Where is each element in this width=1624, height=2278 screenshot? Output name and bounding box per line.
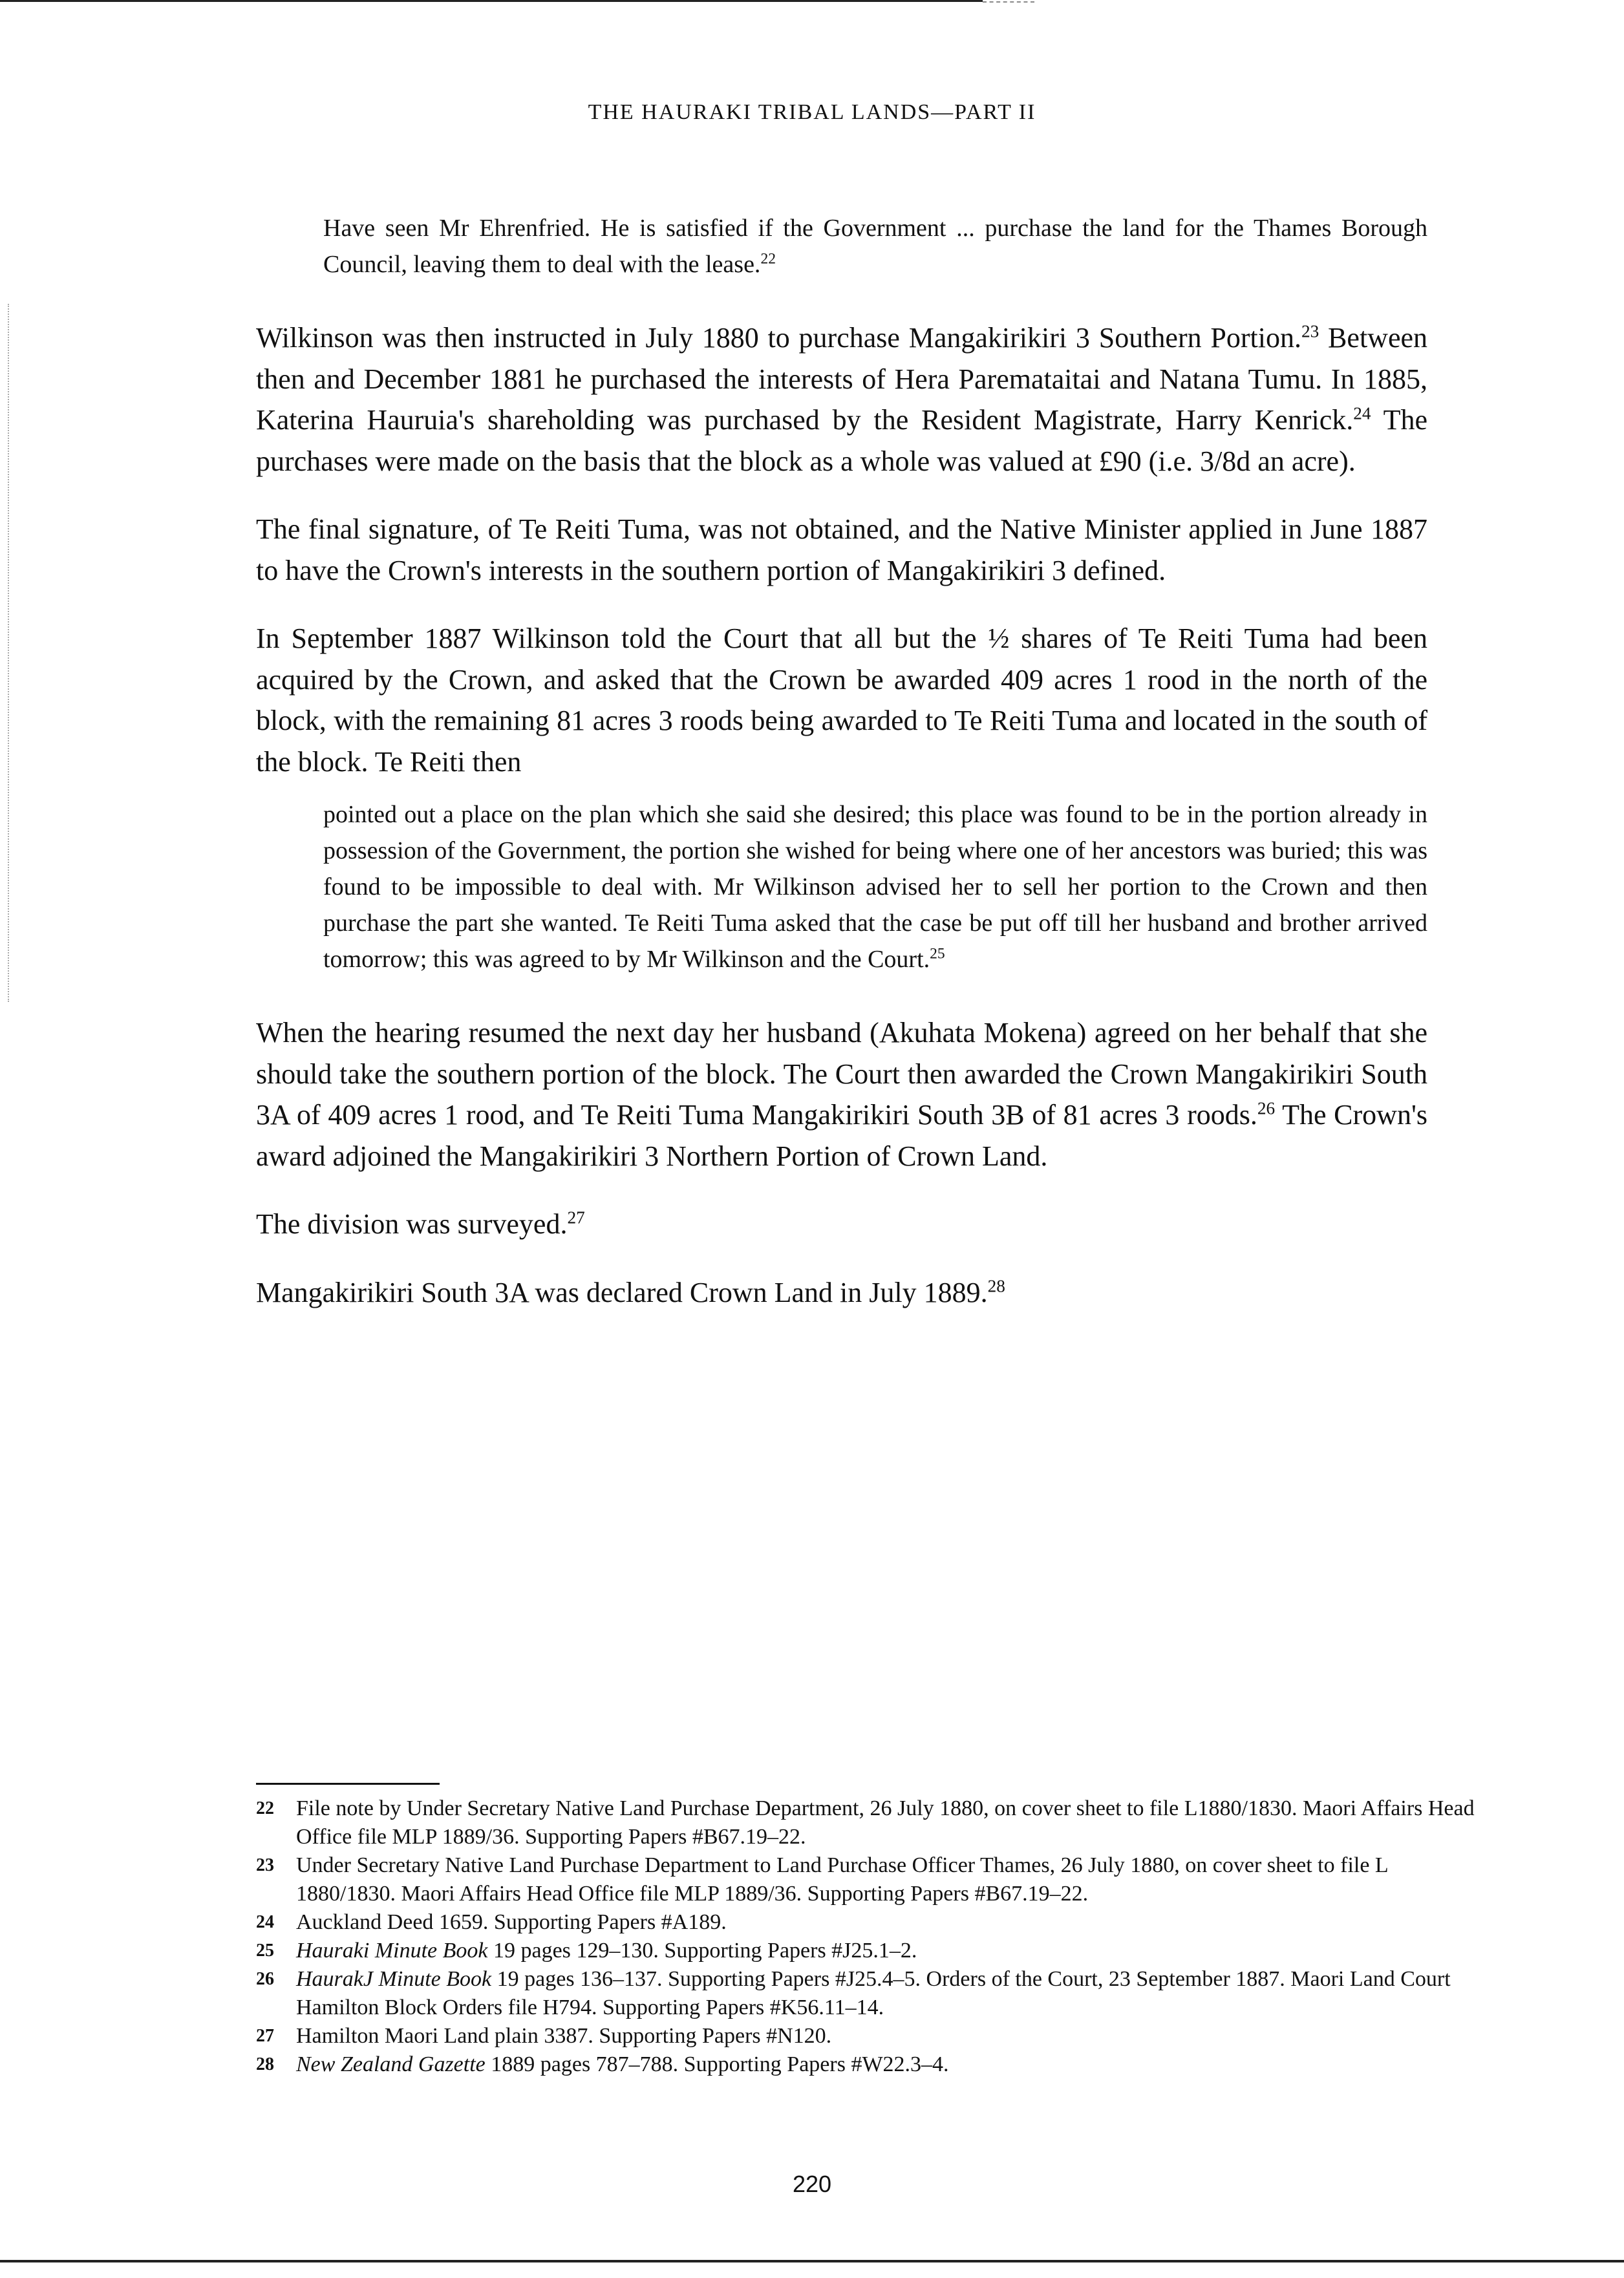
paragraph-crown-land	[256, 1272, 1427, 1314]
footnote-23	[256, 1851, 1478, 1908]
footnote-22	[256, 1794, 1478, 1851]
footnote-ref[interactable]: 28	[987, 1275, 1005, 1295]
footnote-number: 24	[256, 1912, 274, 1932]
footnote-28	[256, 2050, 1478, 2079]
running-title: THE HAURAKI TRIBAL LANDS—PART II	[588, 100, 1036, 124]
footnote-text: Auckland Deed 1659. Supporting Papers #A189.	[296, 1910, 727, 1934]
footnote-separator	[256, 1783, 440, 1785]
footnote-text: 1889 pages 787–788. Supporting Papers #W22.3–4.	[485, 2052, 949, 2076]
paragraph-text: The division was surveyed.	[256, 1208, 568, 1240]
footnote-number: 25	[256, 1941, 274, 1961]
top-rule-fade	[983, 1, 1034, 4]
footnote-ref[interactable]: 24	[1353, 403, 1371, 423]
footnote-number: 27	[256, 2026, 274, 2046]
body-text	[256, 210, 1427, 1340]
top-rule	[0, 0, 983, 2]
paragraph-text: The purchases were made on the basis that the block as a whole was valued at £90 (i.e. 3/8d an acre).	[256, 404, 1427, 477]
footnote-26	[256, 1965, 1478, 2022]
paragraph-text: In September 1887 Wilkinson told the Court that all but the ½ shares of Te Reiti Tuma had been acquired by the Crown, and asked that the Crown be awarded 409 acres 1 rood in the north of the block, with the remaining 81 acres 3 roods being awarded to Te Reiti Tuma and located in the south of the block. Te Reiti then	[256, 623, 1427, 778]
footnote-ref[interactable]: 23	[1301, 321, 1320, 341]
scan-margin-mark	[8, 304, 10, 1002]
footnote-source-title: Hauraki Minute Book	[296, 1939, 488, 1963]
footnote-text: 19 pages 129–130. Supporting Papers #J25.1–2.	[487, 1939, 917, 1963]
footnote-source-title: HaurakJ Minute Book	[296, 1967, 492, 1991]
footnote-ref[interactable]: 27	[567, 1208, 585, 1228]
footnote-ref[interactable]: 26	[1257, 1098, 1276, 1118]
footnote-number: 28	[256, 2054, 274, 2074]
block-quote-ehrenfried	[256, 210, 1427, 282]
block-quote-text: pointed out a place on the plan which she said she desired; this place was found to be in the portion already in possession of the Government, the portion she wished for being where one of her ancestors was buried; this was found to be impossible to deal with. Mr Wilkinson advised her to sell her portion to the Crown and then purchase the part she wanted. Te Reiti Tuma asked that the case be put off till her husband and brother arrived tomorrow; this was agreed to by Mr Wilkinson and the Court.	[323, 801, 1427, 973]
footnote-text: 19 pages 136–137. Supporting Papers #J25.4–5. Orders of the Court, 23 September 1887. Maori Land Court Hamilton Block Orders file H794. Supporting Papers #K56.11–14.	[296, 1967, 1451, 2019]
paragraph-hearing-resumed	[256, 1012, 1427, 1176]
page-number: 220	[792, 2171, 832, 2197]
footnote-27	[256, 2022, 1478, 2050]
footnote-body	[296, 1965, 1478, 2022]
paragraph-text: The final signature, of Te Reiti Tuma, was not obtained, and the Native Minister applied in June 1887 to have the Crown's interests in the southern portion of Mangakirikiri 3 defined.	[256, 513, 1427, 586]
footnote-number: 22	[256, 1798, 274, 1818]
footnote-number: 23	[256, 1855, 274, 1875]
paragraph-final-signature	[256, 509, 1427, 591]
footnote-source-title: New Zealand Gazette	[296, 2052, 486, 2076]
footnote-text: File note by Under Secretary Native Land Purchase Department, 26 July 1880, on cover sheet to file L1880/1830. Maori Affairs Head Office file MLP 1889/36. Supporting Papers #B67.19–22.	[296, 1796, 1475, 1849]
footnotes	[256, 1794, 1478, 2079]
paragraph-text: The Crown's award adjoined the Mangakirikiri 3 Northern Portion of Crown Land.	[256, 1099, 1427, 1172]
footnote-text: Under Secretary Native Land Purchase Department to Land Purchase Officer Thames, 26 July 1880, on cover sheet to file L 1880/1830. Maori Affairs Head Office file MLP 1889/36. Supporting Papers #B67.19–22.	[296, 1853, 1388, 1906]
footnote-25	[256, 1937, 1478, 1965]
footnote-ref[interactable]: 22	[760, 250, 776, 268]
block-quote-text: Have seen Mr Ehrenfried. He is satisfied if the Government ... purchase the land for the Thames Borough Council, leaving them to deal with the lease.	[323, 215, 1427, 278]
footnote-body	[296, 2050, 1478, 2079]
paragraph-surveyed	[256, 1204, 1427, 1245]
paragraph-text: Mangakirikiri South 3A was declared Crown Land in July 1889.	[256, 1276, 988, 1308]
bottom-rule	[0, 2260, 1624, 2262]
footnote-24	[256, 1908, 1478, 1937]
footnote-ref[interactable]: 25	[930, 945, 945, 963]
footnote-body	[296, 1937, 1478, 1965]
paragraph-text: Wilkinson was then instructed in July 1880 to purchase Mangakirikiri 3 Southern Portion.	[256, 322, 1301, 354]
paragraph-text: When the hearing resumed the next day her husband (Akuhata Mokena) agreed on her behalf that she should take the southern portion of the block. The Court then awarded the Crown Mangakirikiri South 3A of 409 acres 1 rood, and Te Reiti Tuma Mangakirikiri South 3B of 81 acres 3 roods.	[256, 1017, 1427, 1131]
paragraph-wilkinson-purchase	[256, 317, 1427, 482]
paragraph-text: Between then and December 1881 he purchased the interests of Hera Paremataitai and Natana Tumu. In 1885, Katerina Hauruia's shareholding was purchased by the Resident Magistrate, Harry Kenrick.	[256, 322, 1427, 436]
block-quote-te-reiti	[256, 796, 1427, 977]
footnote-text: Hamilton Maori Land plain 3387. Supporting Papers #N120.	[296, 2024, 832, 2048]
paragraph-september-1887	[256, 618, 1427, 782]
footnote-number: 26	[256, 1969, 274, 1989]
